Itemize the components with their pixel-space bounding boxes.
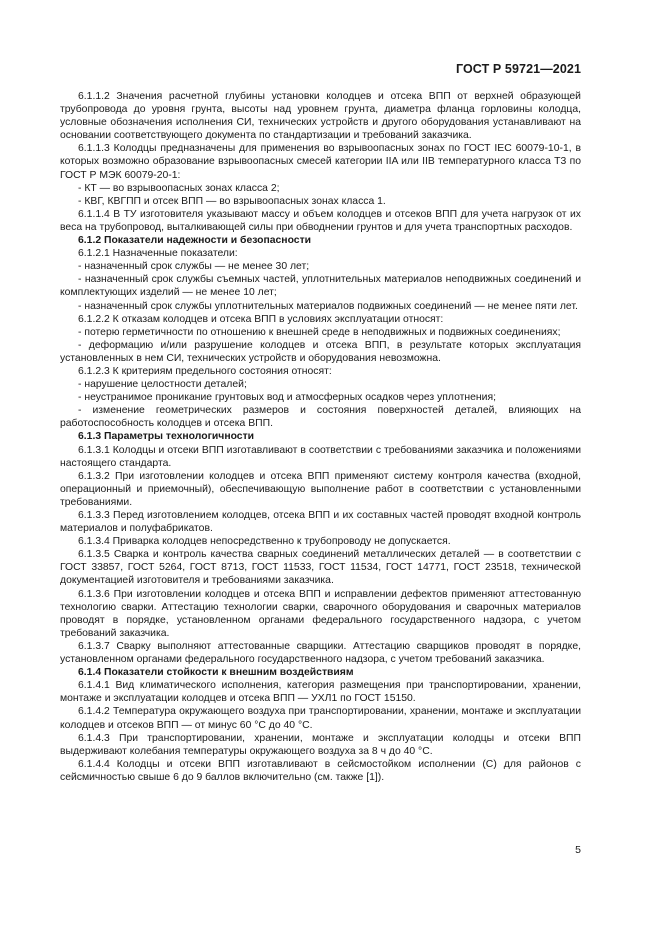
section-heading: 6.1.4 Показатели стойкости к внешним воздействиям <box>78 667 354 679</box>
paragraph: - нарушение целостности деталей; <box>78 379 247 391</box>
paragraph: - изменение геометрических размеров и состояния поверхностей деталей, влияющих на работоспособность колодцев и отсека ВПП. <box>60 405 581 430</box>
paragraph: 6.1.3.1 Колодцы и отсеки ВПП изготавливают в соответствии с требованиями заказчика и положениями настоящего стандарта. <box>60 444 581 469</box>
paragraph: - КВГ, КВГПП и отсек ВПП — во взрывоопасных зонах класса 1. <box>78 195 386 207</box>
section-heading: 6.1.3 Параметры технологичности <box>78 431 255 443</box>
paragraph: 6.1.4.4 Колодцы и отсеки ВПП изготавливают в сейсмостойком исполнении (С) для районов с сейсмичностью свыше 6 до 9 баллов включительно (см. также [1]). <box>60 758 581 783</box>
paragraph: 6.1.3.3 Перед изготовлением колодцев, отсека ВПП и их составных частей проводят входной контроль материалов и полуфабрикатов. <box>60 510 581 535</box>
paragraph: - деформацию и/или разрушение колодцев и отсека ВПП, в результате которых эксплуатация установленных в нем СИ, технических устройств и оборудования невозможна. <box>60 339 581 364</box>
paragraph: 6.1.2.3 К критериям предельного состояния относят: <box>78 365 332 377</box>
paragraph: 6.1.3.7 Сварку выполняют аттестованные сварщики. Аттестацию сварщиков проводят в порядке, установленном органами федерального государственного надзора, с учетом требований заказчика. <box>60 640 581 666</box>
paragraph: - неустранимое проникание грунтовых вод и атмосферных осадков через уплотнения; <box>78 392 496 404</box>
paragraph: 6.1.3.2 При изготовлении колодцев и отсека ВПП применяют систему контроля качества (входной, операционный и приемочный), обеспечивающую выполнение работ в соответствии с установленными требованиями. <box>60 470 581 508</box>
paragraph: 6.1.3.6 При изготовлении колодцев и отсека ВПП и исправлении дефектов применяют аттестованную технологию сварки. Аттестацию технологии сварки, сварочного оборудования и сварочных материалов проводят в порядке, установленном органами федерального государственного надзора, с учетом требований заказчика. <box>60 588 581 639</box>
document-body <box>60 90 581 784</box>
document-header-standard-code: ГОСТ Р 59721—2021 <box>455 62 581 76</box>
paragraph: 6.1.3.4 Приварка колодцев непосредственно к трубопроводу не допускается. <box>78 536 451 548</box>
paragraph: 6.1.2.1 Назначенные показатели: <box>78 248 238 260</box>
paragraph: 6.1.1.4 В ТУ изготовителя указывают массу и объем колодцев и отсеков ВПП для учета нагрузок от их веса на трубопровод, выталкивающей силы при обводнении грунтов и для учета транспортных расходов. <box>60 208 581 233</box>
paragraph: 6.1.4.1 Вид климатического исполнения, категория размещения при транспортировании, хранении, монтаже и эксплуатации колодцев и отсека ВПП — УХЛ1 по ГОСТ 15150. <box>60 680 581 705</box>
paragraph: - назначенный срок службы съемных частей, уплотнительных материалов неподвижных соединений и комплектующих изделий — не менее 10 лет; <box>60 274 581 299</box>
paragraph: - потерю герметичности по отношению к внешней среде в неподвижных и подвижных соединениях; <box>78 326 561 338</box>
paragraph: - КТ — во взрывоопасных зонах класса 2; <box>78 182 280 194</box>
paragraph: - назначенный срок службы — не менее 30 лет; <box>78 261 310 273</box>
paragraph: 6.1.3.5 Сварка и контроль качества сварных соединений металлических деталей — в соответствии с ГОСТ 33857, ГОСТ 5264, ГОСТ 8713, ГОСТ 11533, ГОСТ 11534, ГОСТ 14771, ГОСТ 23518, технической документацией изготовителя и требованиями заказчика. <box>60 549 581 587</box>
paragraph: 6.1.4.2 Температура окружающего воздуха при транспортировании, хранении, монтаже и эксплуатации колодцев и отсеков ВПП — от минус 60 °С до 40 °С. <box>60 706 581 731</box>
paragraph: 6.1.4.3 При транспортировании, хранении, монтаже и эксплуатации колодцы и отсеки ВПП выдерживают колебания температуры окружающего воздуха за 8 ч до 40 °С. <box>60 732 581 757</box>
paragraph: 6.1.2.2 К отказам колодцев и отсека ВПП в условиях эксплуатации относят: <box>78 313 444 325</box>
paragraph: - назначенный срок службы уплотнительных материалов подвижных соединений — не менее пяти лет. <box>78 300 578 312</box>
paragraph: 6.1.1.3 Колодцы предназначены для применения во взрывоопасных зонах по ГОСТ IEC 60079-10-1, в которых возможно образование взрывоопасных смесей категории IIA или IIB температурного класса Т3 по ГОСТ Р МЭК 60079-20-1: <box>60 143 581 181</box>
section-heading: 6.1.2 Показатели надежности и безопасности <box>78 235 312 247</box>
paragraph: 6.1.1.2 Значения расчетной глубины установки колодцев и отсека ВПП от верхней образующей трубопровода до уровня грунта, высоты над уровнем грунта, диаметра фланца горловины колодца, условные обозначения исполнения СИ, технических устройств и другого оборудования устанавливают на основании соответствующего документа по стандартизации и требований заказчика. <box>60 91 581 142</box>
page-number: 5 <box>575 844 581 856</box>
